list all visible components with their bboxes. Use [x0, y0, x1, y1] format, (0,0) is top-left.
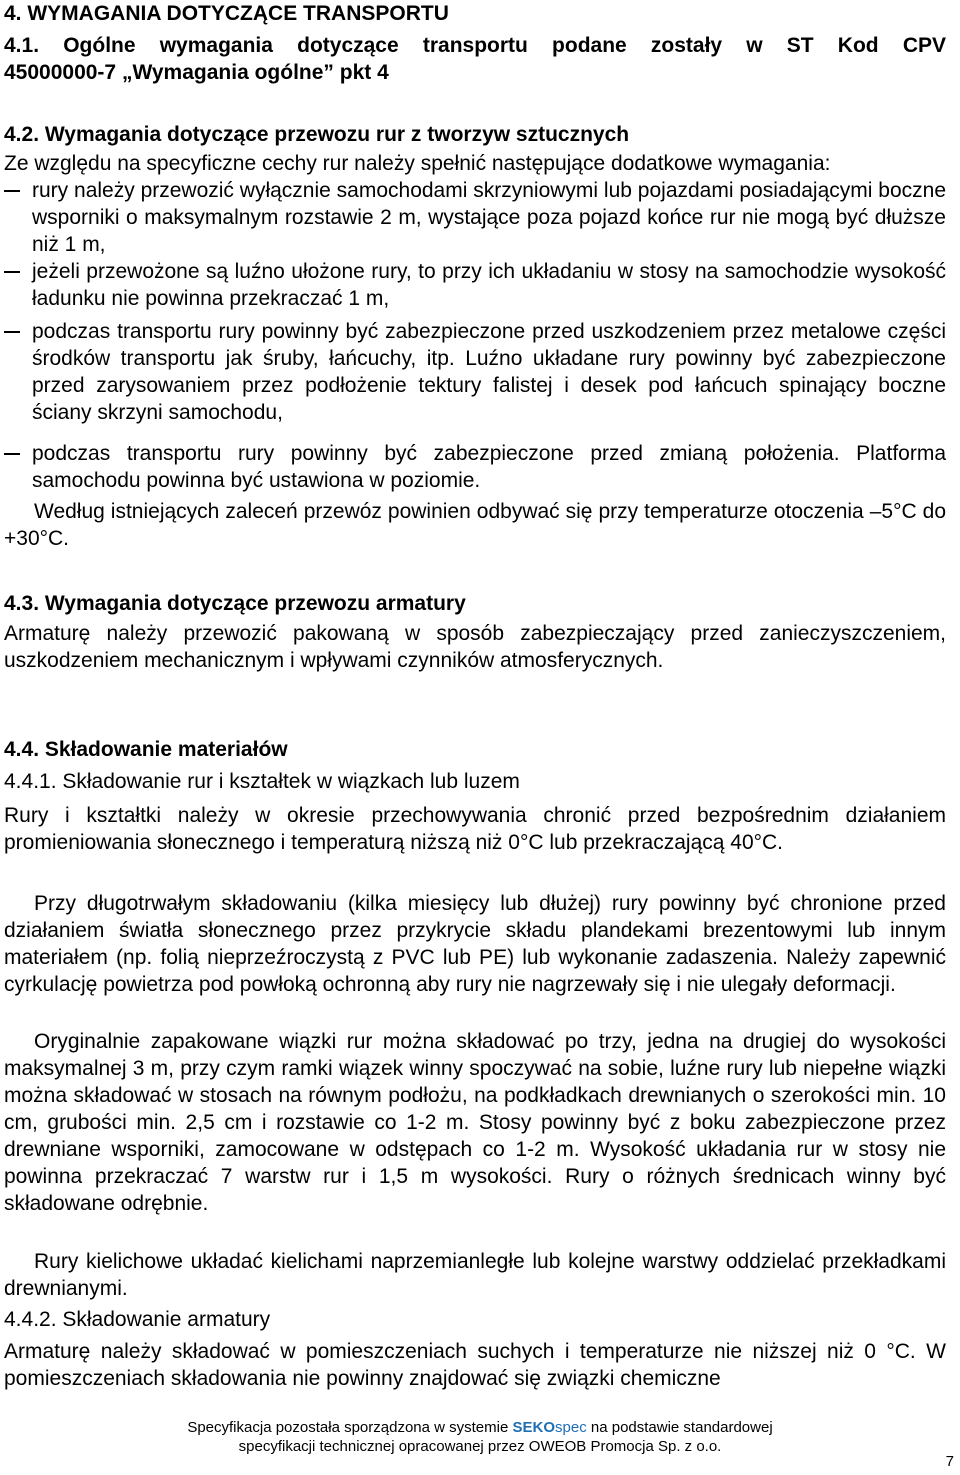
- dash-bullet-icon: [4, 271, 20, 273]
- bullet-item: [4, 177, 946, 258]
- section-4-1-line1: 4.1. Ogólne wymagania dotyczące transportu podane zostały w ST Kod CPV: [4, 34, 946, 57]
- bullet-item: [4, 440, 946, 494]
- bullet-text: rury należy przewozić wyłącznie samochodami skrzyniowymi lub pojazdami posiadającymi boczne wsporniki o maksymalnym rozstawie 2 m, wystające poza pojazd końce rur nie mogą być dłuższe niż 1 m,: [32, 179, 946, 256]
- section-4-4-1-title: 4.4.1. Składowanie rur i kształtek w wiązkach lub luzem: [4, 770, 520, 793]
- footer-text: Specyfikacja pozostała sporządzona w systemie: [187, 1419, 513, 1436]
- paragraph-3: Oryginalnie zapakowane wiązki rur można składować po trzy, jedna na drugiej do wysokości maksymalnej 3 m, przy czym ramki wiązek winny spoczywać na sobie, luźne rury lub niepełne wiązki można składować w stosach na równym podłożu, na podkładkach drewnianych o szerokości min. 10 cm, grubości min. 2,5 cm i rozstawie co 1-2 m. Stosy powinny być z boku zabezpieczone przez drewniane wsporniki, zamocowane w odstępach co 1-2 m. Wysokość układania rur w stosy nie powinna przekraczać 7 warstw rur i 1,5 m wysokości. Rury o różnych średnicach winny być składowane odrębnie.: [4, 1030, 946, 1215]
- paragraph-2: Przy długotrwałym składowaniu (kilka miesięcy lub dłużej) rury powinny być chronione przed działaniem światła słonecznego przez przykrycie składu plandekami brezentowymi lub innym materiałem (np. folią nieprzeźroczystą z PVC lub PE) lub wykonanie zadaszenia. Należy zapewnić cyrkulację powietrza pod powłoką ochronną aby rury nie nagrzewały się i nie ulegały deformacji.: [4, 892, 946, 996]
- section-4-3-text: Armaturę należy przewozić pakowaną w sposób zabezpieczający przed zanieczyszczeniem, uszkodzeniem mechanicznym i wpływami czynników atmosferycznych.: [4, 622, 946, 672]
- section-4-4-2-title: 4.4.2. Składowanie armatury: [4, 1308, 271, 1331]
- sekospec-logo-part1: SEKO: [512, 1419, 556, 1436]
- bullet-text: podczas transportu rury powinny być zabezpieczone przed uszkodzeniem przez metalowe części środków transportu jak śruby, łańcuchy, itp. Luźno układane rury powinny być zabezpieczone przed zarysowaniem przez podłożenie tektury falistej i desek pod łańcuch spinający boczne ściany skrzyni samochodu,: [32, 320, 946, 424]
- bullet-text: jeżeli przewożone są luźno ułożone rury, to przy ich układaniu w stosy na samochodzie wysokość ładunku nie powinna przekraczać 1 m,: [32, 260, 946, 310]
- section-4-2-intro: Ze względu na specyficzne cechy rur należy spełnić następujące dodatkowe wymagania:: [4, 152, 831, 175]
- dash-bullet-icon: [4, 190, 20, 192]
- temperature-paragraph: Według istniejących zaleceń przewóz powinien odbywać się przy temperaturze otoczenia –5°C do +30°C.: [4, 500, 946, 550]
- bullet-item: [4, 318, 946, 426]
- section-4-1-line2: 45000000-7 „Wymagania ogólne” pkt 4: [4, 61, 389, 84]
- section-4-3-title: 4.3. Wymagania dotyczące przewozu armatury: [4, 592, 466, 615]
- dash-bullet-icon: [4, 453, 20, 455]
- bullet-item: [4, 258, 946, 312]
- section-4-2-title: 4.2. Wymagania dotyczące przewozu rur z tworzyw sztucznych: [4, 123, 630, 146]
- sekospec-logo-part2: spec: [555, 1419, 587, 1436]
- footer-line1: [0, 1418, 960, 1437]
- section-4-1: [4, 32, 946, 86]
- footer-text: na podstawie standardowej: [586, 1419, 773, 1436]
- dash-bullet-icon: [4, 331, 20, 333]
- page-number: 7: [945, 1453, 954, 1470]
- paragraph-1: Rury i kształtki należy w okresie przechowywania chronić przed bezpośrednim działaniem promieniowania słonecznego i temperaturą niższą niż 0°C lub przekraczającą 40°C.: [4, 804, 946, 854]
- footer-line2: specyfikacji technicznej opracowanej przez OWEOB Promocja Sp. z o.o.: [238, 1438, 722, 1455]
- section-4-4-title: 4.4. Składowanie materiałów: [4, 738, 288, 761]
- paragraph-5: Armaturę należy składować w pomieszczeniach suchych i temperaturze nie niższej niż 0 °C. W pomieszczeniach składowania nie powinny znajdować się związki chemiczne: [4, 1340, 946, 1390]
- paragraph-4: Rury kielichowe układać kielichami naprzemianległe lub kolejne warstwy oddzielać przekładkami drewnianymi.: [4, 1250, 946, 1300]
- bullet-text: podczas transportu rury powinny być zabezpieczone przed zmianą położenia. Platforma samochodu powinna być ustawiona w poziomie.: [32, 442, 946, 492]
- section-4-title: 4. WYMAGANIA DOTYCZĄCE TRANSPORTU: [4, 2, 449, 25]
- footer: [0, 1418, 960, 1456]
